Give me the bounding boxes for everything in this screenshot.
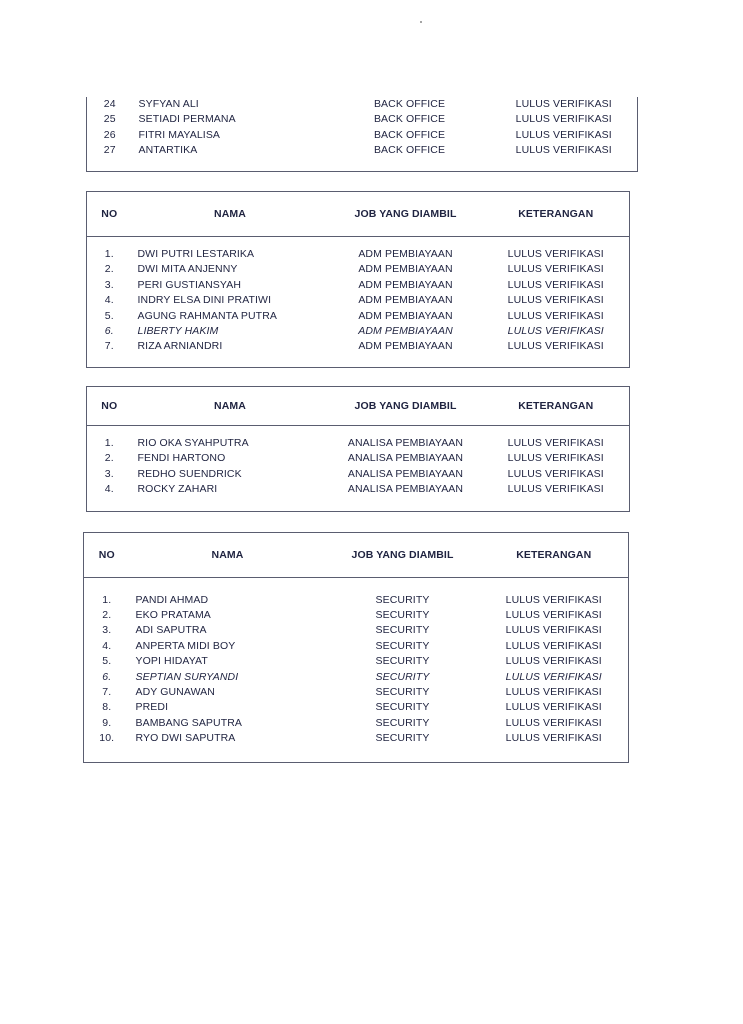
table-row [84, 608, 629, 623]
row-job: BACK OFFICE [373, 144, 446, 157]
row-nama: SYFYAN ALI [138, 98, 199, 110]
row-keterangan: LULUS VERIFIKASI [505, 655, 602, 668]
table-row [87, 436, 630, 451]
row-no: 2. [104, 452, 114, 465]
table-row [84, 593, 629, 608]
row-job: ADM PEMBIAYAAN [358, 263, 453, 276]
row-job: SECURITY [375, 655, 430, 668]
row-nama: ROCKY ZAHARI [137, 483, 218, 496]
row-job: ANALISA PEMBIAYAAN [347, 483, 464, 496]
row-nama: LIBERTY HAKIM [137, 325, 219, 338]
table-row [87, 262, 630, 277]
row-keterangan: LULUS VERIFIKASI [507, 248, 604, 260]
row-job: SECURITY [375, 608, 430, 621]
row-nama: REDHO SUENDRICK [137, 467, 242, 480]
security-table [83, 532, 629, 763]
table-row [87, 143, 638, 158]
table-header-row [87, 387, 630, 426]
row-keterangan: LULUS VERIFIKASI [507, 325, 604, 338]
row-nama: PERI GUSTIANSYAH [137, 278, 242, 291]
row-no: 5. [104, 309, 114, 322]
row-job: ANALISA PEMBIAYAAN [347, 437, 464, 449]
row-no: 1. [104, 248, 114, 260]
table-row [87, 482, 630, 497]
table-row [84, 670, 629, 685]
row-keterangan: LULUS VERIFIKASI [505, 701, 602, 714]
header-job: JOB YANG DIAMBIL [326, 533, 480, 578]
table-row [87, 97, 638, 112]
header-keterangan: KETERANGAN [483, 192, 630, 237]
header-nama: NAMA [130, 533, 326, 578]
row-keterangan: LULUS VERIFIKASI [507, 452, 604, 465]
row-no: 2. [104, 263, 114, 276]
row-nama: ADY GUNAWAN [135, 685, 215, 698]
row-no: 4. [102, 639, 112, 652]
analisa-pembiayaan-table [86, 386, 630, 512]
header-keterangan: KETERANGAN [480, 533, 629, 578]
row-no: 2. [102, 608, 112, 621]
row-nama: DWI MITA ANJENNY [137, 263, 238, 276]
row-nama: RYO DWI SAPUTRA [135, 732, 236, 745]
table-row [84, 654, 629, 669]
row-nama: AGUNG RAHMANTA PUTRA [137, 309, 277, 322]
row-no: 6. [102, 670, 112, 683]
row-job: ADM PEMBIAYAAN [358, 278, 453, 291]
row-no: 3. [104, 467, 114, 480]
table-row [87, 247, 630, 262]
row-job: ADM PEMBIAYAAN [358, 294, 453, 307]
table-row [87, 309, 630, 324]
row-no: 4. [104, 294, 114, 307]
row-no: 9. [102, 716, 112, 729]
table-row [87, 451, 630, 466]
row-no: 5. [102, 655, 112, 668]
header-no: NO [87, 387, 132, 426]
row-keterangan: LULUS VERIFIKASI [505, 639, 602, 652]
row-keterangan: LULUS VERIFIKASI [507, 278, 604, 291]
row-no: 8. [102, 701, 112, 714]
row-keterangan: LULUS VERIFIKASI [515, 128, 612, 141]
row-keterangan: LULUS VERIFIKASI [505, 732, 602, 745]
row-keterangan: LULUS VERIFIKASI [507, 263, 604, 276]
row-keterangan: LULUS VERIFIKASI [515, 113, 612, 126]
header-nama: NAMA [132, 192, 329, 237]
row-no: 10. [99, 732, 115, 745]
table-row [87, 112, 638, 127]
row-job: SECURITY [375, 685, 430, 698]
row-nama: EKO PRATAMA [135, 608, 211, 621]
row-nama: PANDI AHMAD [135, 593, 209, 606]
row-no: 1. [104, 437, 114, 449]
row-keterangan: LULUS VERIFIKASI [505, 716, 602, 729]
row-job: SECURITY [375, 624, 430, 637]
row-keterangan: LULUS VERIFIKASI [515, 98, 612, 110]
table-row [84, 685, 629, 700]
row-keterangan: LULUS VERIFIKASI [515, 144, 612, 157]
row-job: SECURITY [375, 716, 430, 729]
row-nama: FITRI MAYALISA [138, 128, 221, 141]
row-job: SECURITY [375, 701, 430, 714]
table-header-row [84, 533, 629, 578]
header-keterangan: KETERANGAN [483, 387, 630, 426]
row-job: SECURITY [375, 732, 430, 745]
back-office-table [86, 97, 638, 172]
row-job: SECURITY [375, 593, 430, 606]
table-row [87, 339, 630, 354]
row-job: BACK OFFICE [373, 128, 446, 141]
row-keterangan: LULUS VERIFIKASI [505, 670, 602, 683]
row-nama: PREDI [135, 701, 169, 714]
row-no: 25 [103, 113, 116, 126]
row-nama: SETIADI PERMANA [138, 113, 236, 126]
header-no: NO [84, 533, 130, 578]
row-keterangan: LULUS VERIFIKASI [505, 608, 602, 621]
row-no: 26 [103, 128, 116, 141]
row-keterangan: LULUS VERIFIKASI [507, 309, 604, 322]
row-nama: BAMBANG SAPUTRA [135, 716, 243, 729]
row-no: 1. [102, 593, 112, 606]
row-nama: RIO OKA SYAHPUTRA [137, 437, 249, 449]
row-keterangan: LULUS VERIFIKASI [507, 294, 604, 307]
adm-pembiayaan-table [86, 191, 630, 368]
row-job: ANALISA PEMBIAYAAN [347, 452, 464, 465]
scan-speck [420, 21, 422, 23]
row-no: 24 [103, 98, 116, 110]
row-job: ADM PEMBIAYAAN [358, 248, 453, 260]
table-row [87, 128, 638, 143]
header-no: NO [87, 192, 132, 237]
row-nama: FENDI HARTONO [137, 452, 226, 465]
row-nama: INDRY ELSA DINI PRATIWI [137, 294, 272, 307]
row-no: 27 [103, 144, 116, 157]
row-job: BACK OFFICE [373, 98, 446, 110]
table-row [84, 716, 629, 731]
table-header-row [87, 192, 630, 237]
row-no: 7. [102, 685, 112, 698]
header-job: JOB YANG DIAMBIL [329, 192, 483, 237]
row-job: SECURITY [375, 639, 430, 652]
row-no: 6. [104, 325, 114, 338]
table-row [84, 700, 629, 715]
row-keterangan: LULUS VERIFIKASI [505, 624, 602, 637]
table-row [84, 623, 629, 638]
row-nama: YOPI HIDAYAT [135, 655, 208, 668]
row-job: ADM PEMBIAYAAN [358, 340, 453, 353]
row-keterangan: LULUS VERIFIKASI [507, 437, 604, 449]
row-job: ADM PEMBIAYAAN [358, 309, 453, 322]
row-keterangan: LULUS VERIFIKASI [507, 340, 604, 353]
row-keterangan: LULUS VERIFIKASI [505, 685, 602, 698]
row-job: SECURITY [375, 670, 430, 683]
row-nama: DWI PUTRI LESTARIKA [137, 248, 255, 260]
row-keterangan: LULUS VERIFIKASI [505, 593, 602, 606]
row-job: ANALISA PEMBIAYAAN [347, 467, 464, 480]
row-job: BACK OFFICE [373, 113, 446, 126]
row-nama: ADI SAPUTRA [135, 624, 207, 637]
table-row [84, 639, 629, 654]
table-row [87, 324, 630, 339]
row-keterangan: LULUS VERIFIKASI [507, 467, 604, 480]
row-no: 3. [102, 624, 112, 637]
row-nama: ANTARTIKA [138, 144, 198, 157]
row-no: 7. [104, 340, 114, 353]
row-no: 3. [104, 278, 114, 291]
table-row [84, 731, 629, 746]
table-row [87, 467, 630, 482]
row-no: 4. [104, 483, 114, 496]
table-row [87, 293, 630, 308]
table-row [87, 278, 630, 293]
row-job: ADM PEMBIAYAAN [358, 325, 453, 338]
row-nama: ANPERTA MIDI BOY [135, 639, 236, 652]
header-job: JOB YANG DIAMBIL [329, 387, 483, 426]
row-keterangan: LULUS VERIFIKASI [507, 483, 604, 496]
row-nama: SEPTIAN SURYANDI [135, 670, 239, 683]
header-nama: NAMA [132, 387, 329, 426]
row-nama: RIZA ARNIANDRI [137, 340, 223, 353]
